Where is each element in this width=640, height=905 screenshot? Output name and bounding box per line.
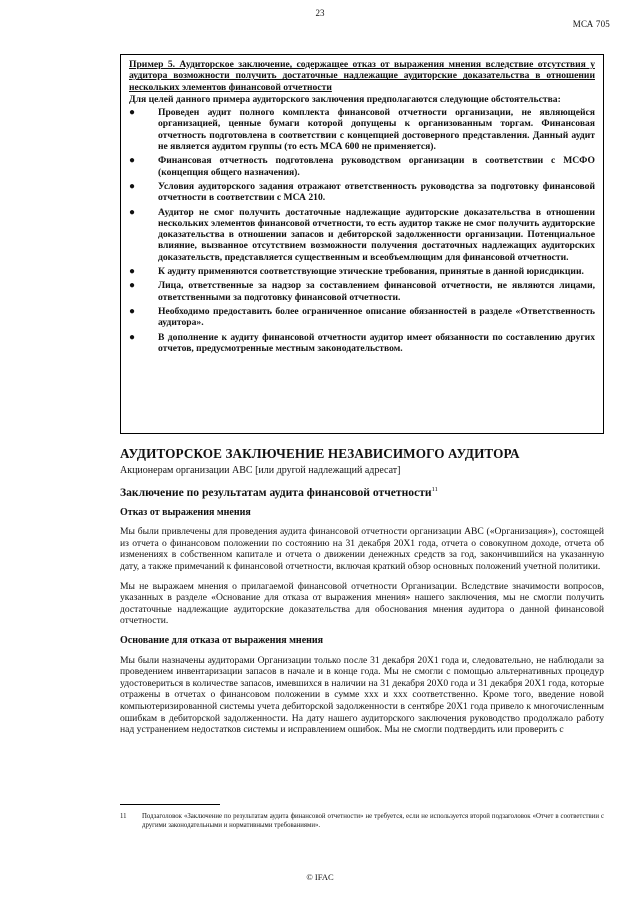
list-item: ● В дополнение к аудиту финансовой отчетности аудитор имеет обязанности по составлению других отчетов, предусмотренные местным законодательством. [129,331,595,354]
basis-heading: Основание для отказа от выражения мнения [120,634,324,646]
report-title: АУДИТОРСКОЕ ЗАКЛЮЧЕНИЕ НЕЗАВИСИМОГО АУДИТОРА [120,446,520,461]
basis-paragraph: Мы были назначены аудиторами Организации только после 31 декабря 20X1 года и, следовательно, не наблюдали за проведением инвентаризации запасов в начале и в конце года. Мы не смогли с помощью альтернативных процедур удостовериться в количестве запасов, имевшихся в наличии на 31 декабря 20X0 года и 31 декабря 20X1 года, которые отражены в отчетах о финансовом положении в сумме xxx и xxx соответственно. Кроме того, введение новой компьютеризированной системы учета дебиторской задолженности в сентябре 20X1 года привело к многочисленным ошибкам в дебиторской задолженности. На дату нашего аудиторского заключения руководство продолжало работу над устранением недостатков системы и исправлением ошибок. Мы не смогли подтвердить или проверить с [120,654,604,736]
list-item: ● Необходимо предоставить более ограниченное описание обязанностей в разделе «Ответственность аудитора». [129,305,595,329]
list-item: ● Лица, ответственные за надзор за составлением финансовой отчетности, не являются лицами, ответственными за подготовку финансовой отчетности. [129,280,595,303]
report-body [120,446,604,744]
list-item: ● Финансовая отчетность подготовлена руководством организации в соответствии с МСФО (концепция общего назначения). [129,155,595,178]
report-addressee: Акционерам организации ABC [или другой надлежащий адресат] [120,465,401,476]
bullet-icon: ● [129,155,136,167]
example-box [120,54,604,434]
disclaimer-paragraph: Мы не выражаем мнения о прилагаемой финансовой отчетности Организации. Вследствие значимости вопросов, указанных в разделе «Основание для отказа от выражения мнения» нашего заключения, мы не смогли получить достаточные надлежащие аудиторские доказательства для обоснования мнения аудитора о данной финансовой отчетности. [120,580,604,627]
document-code: МСА 705 [572,19,610,29]
copyright: © IFAC [306,872,334,882]
footnote-reference: 11 [431,485,438,493]
list-item: ● К аудиту применяются соответствующие этические требования, принятые в данной юрисдикции. [129,266,584,278]
bullet-icon: ● [129,305,136,317]
bullet-icon: ● [129,266,136,278]
list-item: ● Условия аудиторского задания отражают ответственность руководства за подготовку финансовой отчетности в соответствии с МСА 210. [129,180,595,204]
example-intro: Для целей данного примера аудиторского заключения предполагаются следующие обстоятельства: [129,93,561,105]
section-title: Заключение по результатам аудита финансовой отчетности$^{11}$ [120,485,438,499]
footnote-number: 11 [120,813,127,820]
bullet-icon: ● [129,280,136,292]
footnote [120,812,604,830]
bullet-icon: ● [129,331,136,343]
disclaimer-heading: Отказ от выражения мнения [120,506,251,518]
example-title: Пример 5. Аудиторское заключение, содержащее отказ от выражения мнения вследствие отсутствия у аудитора возможности получить достаточные надлежащие аудиторские доказательства в отношении нескольких элементов финансовой отчетности [129,59,595,93]
disclaimer-paragraph: Мы были привлечены для проведения аудита финансовой отчетности организации ABC («Организация»), состоящей из отчета о финансовом положении по состоянию на 31 декабря 20X1 года, отчета о совокупном доходе, отчета об изменениях в собственном капитале и отчета о движении денежных средств за год, закончившийся на указанную дату, а также примечаний к финансовой отчетности, включая краткий обзор основных положений учетной политики. [120,526,604,572]
example-bullet-list [129,107,595,354]
bullet-icon: ● [129,206,136,218]
footnote-text: Подзаголовок «Заключение по результатам аудита финансовой отчетности» не требуется, если не используется второй подзаголовок «Отчет в соответствии с другими законодательными и нормативными требованиями». [142,813,604,830]
list-item: ● Аудитор не смог получить достаточные надлежащие аудиторские доказательства в отношении нескольких элементов финансовой отчетности, то есть аудитор также не смог получить аудиторские доказательства в отношении запасов и дебиторской задолженности организации. Потенциальное влияние, вызванное отсутствием возможности получения достаточных надлежащих аудиторских доказательств, представляется существенным и всеобъемлющим для финансовой отчетности. [129,206,595,263]
bullet-icon: ● [129,180,136,192]
page-number: 23 [315,8,325,18]
list-item: ● Проведен аудит полного комплекта финансовой отчетности организации, не являющейся организацией, ценные бумаги которой допущены к организованным торгам. Финансовая отчетность подготовлена в соответствии с концепцией достоверного представления. Данный аудит не является аудитом группы (то есть МСА 600 не применяется). [129,107,595,153]
bullet-icon: ● [129,107,136,119]
footnote-divider [120,804,220,805]
